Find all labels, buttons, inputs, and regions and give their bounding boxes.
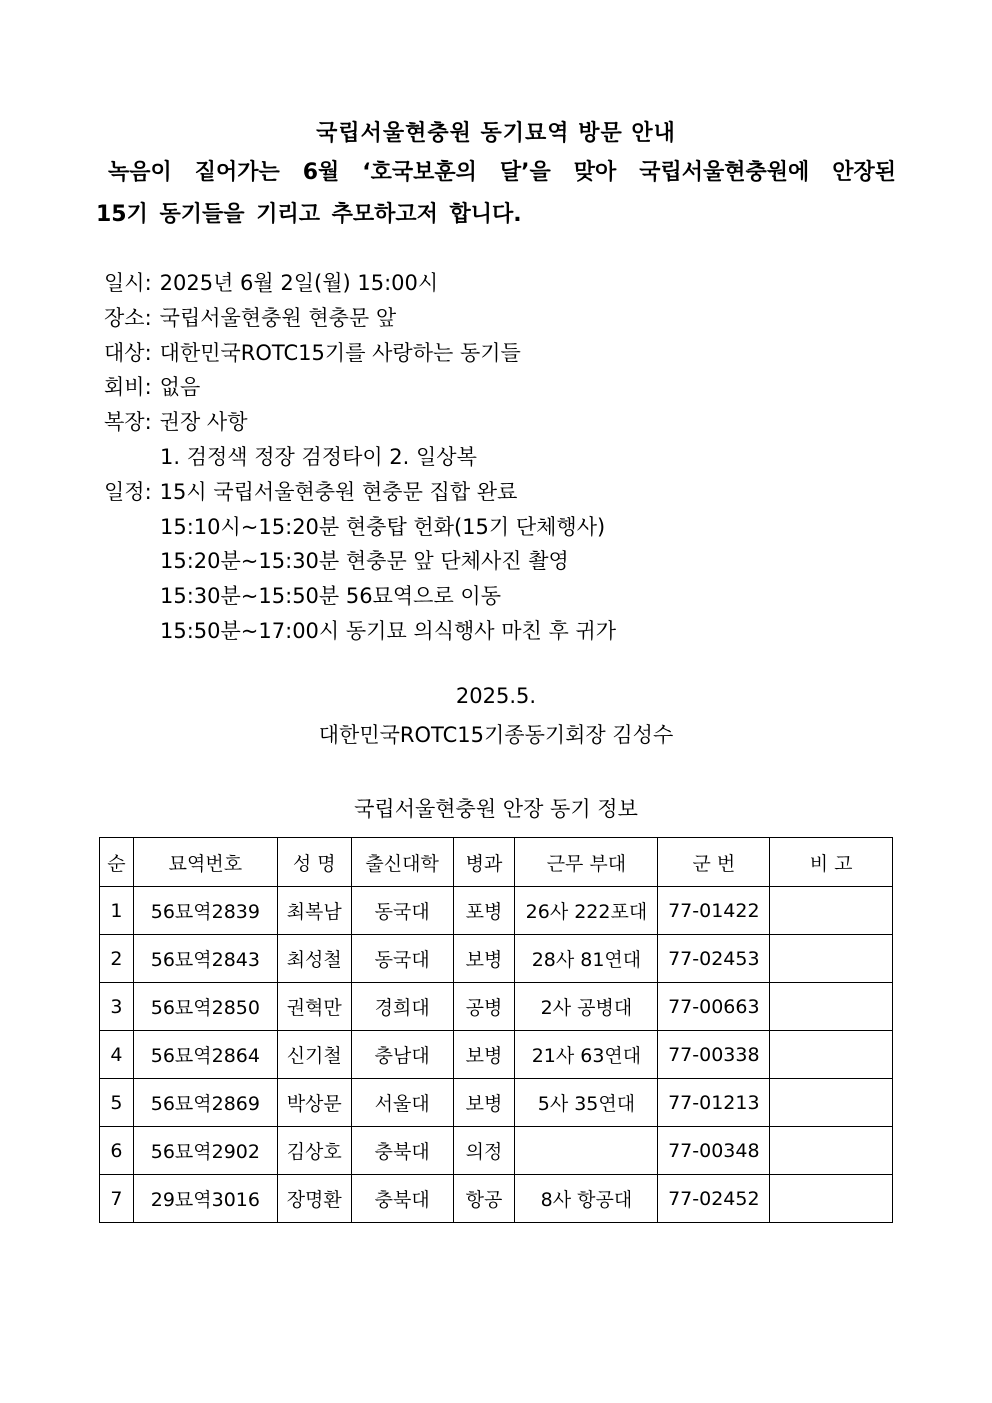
fee-row [104, 371, 200, 401]
table-cell: 보병 [453, 1079, 515, 1127]
table-cell: 56묘역2839 [133, 887, 277, 935]
table-cell [770, 1079, 893, 1127]
header-cell: 성 명 [277, 838, 351, 887]
table-cell: 1 [100, 887, 134, 935]
date-label: 일시: [104, 271, 152, 295]
schedule-item: 15:30분~15:50분 56묘역으로 이동 [160, 584, 501, 608]
table-cell: 포병 [453, 887, 515, 935]
table-cell: 서울대 [351, 1079, 453, 1127]
document-title: 국립서울현충원 동기묘역 방문 안내 [316, 121, 676, 146]
table-cell: 경희대 [351, 983, 453, 1031]
table-cell: 77-00338 [658, 1031, 770, 1079]
table-cell: 6 [100, 1127, 134, 1175]
place-row [104, 302, 396, 332]
header-cell: 순 [100, 838, 134, 887]
table-cell: 77-02452 [658, 1175, 770, 1223]
target-value: 대한민국ROTC15기를 사랑하는 동기들 [159, 341, 521, 365]
header-cell: 군 번 [658, 838, 770, 887]
table-cell [770, 1175, 893, 1223]
table-cell: 56묘역2902 [133, 1127, 277, 1175]
roster-table [99, 837, 893, 1223]
intro-line-1: 녹음이 짙어가는 6월 ‘호국보훈의 달’을 맞아 국립서울현충원에 안장된 [108, 160, 896, 185]
table-cell: 4 [100, 1031, 134, 1079]
dress-row [104, 406, 247, 436]
schedule-item: 15:50분~17:00시 동기묘 의식행사 마친 후 귀가 [160, 619, 617, 643]
table-cell: 신기철 [277, 1031, 351, 1079]
table-cell: 28사 81연대 [515, 935, 658, 983]
table-cell: 항공 [453, 1175, 515, 1223]
table-cell: 박상문 [277, 1079, 351, 1127]
table-cell: 56묘역2869 [133, 1079, 277, 1127]
table-cell: 77-02453 [658, 935, 770, 983]
table-cell: 장명환 [277, 1175, 351, 1223]
table-cell: 77-01422 [658, 887, 770, 935]
table-row [100, 935, 893, 983]
table-cell: 보병 [453, 1031, 515, 1079]
table-cell: 77-01213 [658, 1079, 770, 1127]
place-value: 국립서울현충원 현충문 앞 [159, 306, 397, 330]
date-row [104, 267, 438, 297]
table-cell: 2사 공병대 [515, 983, 658, 1031]
schedule-label: 일정: [104, 480, 152, 504]
dress-detail: 1. 검정색 정장 검정타이 2. 일상복 [160, 445, 477, 469]
table-cell: 의정 [453, 1127, 515, 1175]
table-row [100, 1079, 893, 1127]
dress-label: 복장: [104, 410, 152, 434]
table-cell: 26사 222포대 [515, 887, 658, 935]
dress-value: 권장 사항 [159, 410, 248, 434]
table-title: 국립서울현충원 안장 동기 정보 [354, 797, 638, 821]
table-cell: 29묘역3016 [133, 1175, 277, 1223]
place-label: 장소: [104, 306, 152, 330]
table-row [100, 1175, 893, 1223]
table-cell: 보병 [453, 935, 515, 983]
table-cell: 2 [100, 935, 134, 983]
issue-date: 2025.5. [455, 684, 537, 708]
header-cell: 근무 부대 [515, 838, 658, 887]
table-cell: 충북대 [351, 1127, 453, 1175]
table-cell: 동국대 [351, 935, 453, 983]
table-cell: 김상호 [277, 1127, 351, 1175]
table-cell: 56묘역2850 [133, 983, 277, 1031]
table-row [100, 1127, 893, 1175]
table-cell: 77-00348 [658, 1127, 770, 1175]
table-cell: 최복남 [277, 887, 351, 935]
table-cell: 3 [100, 983, 134, 1031]
table-row [100, 983, 893, 1031]
table-cell: 8사 항공대 [515, 1175, 658, 1223]
schedule-item: 15시 국립서울현충원 현충문 집합 완료 [159, 480, 518, 504]
table-cell: 5사 35연대 [515, 1079, 658, 1127]
target-row [104, 337, 521, 367]
table-cell: 동국대 [351, 887, 453, 935]
table-cell: 5 [100, 1079, 134, 1127]
table-cell [770, 935, 893, 983]
header-cell: 비 고 [770, 838, 893, 887]
table-cell: 충북대 [351, 1175, 453, 1223]
table-cell: 7 [100, 1175, 134, 1223]
table-cell: 77-00663 [658, 983, 770, 1031]
table-header-row [100, 838, 893, 887]
header-cell: 병과 [453, 838, 515, 887]
header-cell: 묘역번호 [133, 838, 277, 887]
table-cell [770, 983, 893, 1031]
table-cell: 56묘역2843 [133, 935, 277, 983]
signature: 대한민국ROTC15기종동기회장 김성수 [318, 723, 674, 747]
table-cell: 21사 63연대 [515, 1031, 658, 1079]
table-cell: 공병 [453, 983, 515, 1031]
table-cell: 최성철 [277, 935, 351, 983]
table-cell [770, 1127, 893, 1175]
table-row [100, 887, 893, 935]
schedule-item: 15:20분~15:30분 현충문 앞 단체사진 촬영 [160, 549, 569, 573]
table-cell: 충남대 [351, 1031, 453, 1079]
table-cell: 권혁만 [277, 983, 351, 1031]
target-label: 대상: [104, 341, 152, 365]
fee-label: 회비: [104, 375, 152, 399]
table-row [100, 1031, 893, 1079]
schedule-row [104, 476, 517, 506]
fee-value: 없음 [159, 375, 201, 399]
schedule-item: 15:10시~15:20분 현충탑 헌화(15기 단체행사) [160, 515, 606, 539]
table-cell [770, 887, 893, 935]
header-cell: 출신대학 [351, 838, 453, 887]
intro-line-2: 15기 동기들을 기리고 추모하고저 합니다. [96, 202, 522, 227]
table-cell [515, 1127, 658, 1175]
date-value: 2025년 6월 2일(월) 15:00시 [159, 271, 439, 295]
table-cell [770, 1031, 893, 1079]
table-cell: 56묘역2864 [133, 1031, 277, 1079]
